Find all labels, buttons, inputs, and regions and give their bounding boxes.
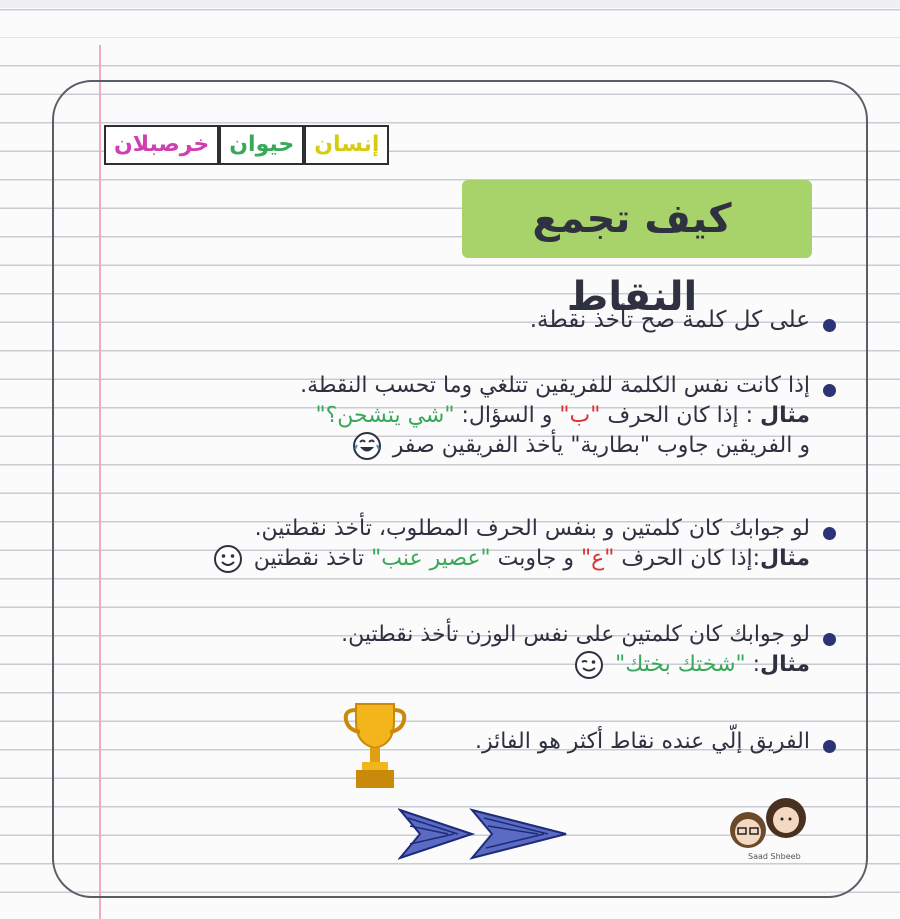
page-title: كيف تجمع النقاط	[532, 196, 732, 320]
example-letter: "ب"	[559, 403, 601, 428]
bullet-5	[823, 740, 836, 753]
rule-4	[210, 620, 810, 680]
rule-5	[390, 727, 810, 757]
example-part: :إذا كان الحرف	[614, 546, 761, 571]
trophy-icon	[342, 700, 408, 792]
example-label: مثال	[760, 652, 810, 677]
bullet-3	[823, 527, 836, 540]
example-part: و جاوبت	[490, 546, 581, 571]
logo-word-3: إنسان	[304, 125, 389, 165]
authors-illustration	[718, 792, 818, 861]
bullet-1	[823, 319, 836, 332]
logo-word-2: حيوان	[219, 125, 304, 165]
top-bar	[0, 0, 900, 8]
bullet-4	[823, 633, 836, 646]
example-letter: "ع"	[580, 546, 615, 571]
rule-2-example-line	[160, 431, 810, 461]
rule-3	[120, 514, 810, 574]
game-logo	[104, 125, 389, 165]
authors-avatar-icon	[718, 792, 818, 854]
example-part: و السؤال:	[454, 403, 560, 428]
example-question: "شي يتشحن؟"	[315, 403, 455, 428]
rule-3-example	[120, 544, 810, 574]
rule-2	[160, 371, 810, 461]
rule-4-example: مثال: "شختك بختك"	[210, 650, 810, 680]
rule-2-example	[160, 401, 810, 431]
double-arrow-icon	[398, 806, 570, 862]
authors-caption: Saad Shbeeb	[748, 852, 801, 861]
rule-2-text: إذا كانت نفس الكلمة للفريقين تتلغي وما تحسب النقطة.	[300, 373, 810, 398]
rule-1-text: على كل كلمة صح تأخذ نقطة.	[529, 307, 810, 333]
rule-1	[250, 305, 810, 335]
rule-5-text: الفريق إلّي عنده نقاط أكثر هو الفائز.	[474, 729, 810, 754]
example-part: : إذا كان الحرف	[600, 403, 761, 428]
rule-4-text: لو جوابك كان كلمتين على نفس الوزن تأخذ نقطتين.	[341, 622, 810, 647]
example-answer: و الفريقين جاوب "بطارية" يأخذ الفريقين صفر	[392, 433, 810, 458]
smile-emoji-icon	[213, 544, 243, 574]
laughing-emoji-icon	[352, 431, 382, 461]
rule-3-text: لو جوابك كان كلمتين و بنفس الحرف المطلوب، تأخذ نقطتين.	[254, 516, 810, 541]
bullet-2	[823, 384, 836, 397]
example-label: مثال	[760, 546, 810, 571]
example-part: تاخذ نقطتين	[253, 546, 372, 571]
example-label: مثال	[760, 403, 810, 428]
logo-word-1: خرصبلان	[104, 125, 219, 165]
example-answer: "عصير عنب"	[371, 546, 491, 571]
example-answer: "شختك بختك"	[615, 652, 746, 677]
wink-emoji-icon	[574, 650, 604, 680]
